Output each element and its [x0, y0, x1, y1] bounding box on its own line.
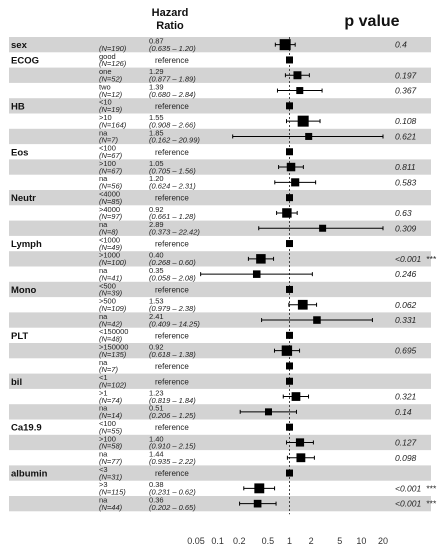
level-label: good [99, 51, 116, 61]
level-label: >150000 [99, 342, 129, 352]
hr-marker [319, 225, 326, 232]
row-band [9, 37, 431, 52]
hr-marker [282, 345, 292, 355]
n-label: (N=12) [99, 89, 123, 99]
ci-text: (0.231 – 0.62) [149, 487, 196, 497]
hr-header-line1: Hazard [151, 7, 189, 19]
reference-marker [286, 378, 293, 385]
reference-label: reference [155, 331, 189, 341]
variable-label: Ca19.9 [11, 422, 42, 434]
level-label: >100 [99, 158, 116, 168]
x-tick-label: 2 [308, 536, 314, 546]
ci-text: (0.635 – 1.20) [149, 43, 196, 53]
hr-header-line2: Ratio [156, 20, 184, 32]
hr-marker [265, 408, 272, 415]
x-axis-ticks [187, 536, 388, 546]
level-label: <4000 [99, 189, 121, 199]
variable-label: Eos [11, 147, 29, 159]
p-value: 0.321 [395, 391, 417, 402]
hr-marker [313, 316, 321, 324]
variable-label: albumin [11, 468, 48, 480]
n-label: (N=74) [99, 395, 123, 405]
ci-text: (0.819 – 1.84) [149, 395, 196, 405]
row-band [9, 98, 431, 113]
ci-text: (0.680 – 2.84) [149, 89, 196, 99]
variable-label: HB [11, 101, 25, 113]
hr-value: 1.29 [149, 67, 164, 77]
variable-label: Neutr [11, 193, 36, 205]
p-value: 0.4 [395, 39, 407, 50]
hr-value: 1.85 [149, 128, 164, 138]
n-label: (N=67) [99, 166, 123, 176]
hr-marker [253, 270, 261, 278]
reference-marker [286, 470, 293, 477]
n-label: (N=135) [99, 349, 127, 359]
n-label: (N=14) [99, 411, 123, 421]
n-label: (N=58) [99, 441, 123, 451]
ci-text: (0.908 – 2.66) [149, 120, 196, 130]
level-label: <500 [99, 281, 116, 291]
variable-label: sex [11, 40, 27, 52]
reference-label: reference [155, 423, 189, 433]
p-value: 0.098 [395, 452, 417, 463]
reference-marker [286, 240, 293, 247]
level-label: <1000 [99, 235, 121, 245]
variable-label: ECOG [11, 55, 39, 67]
row-band [9, 190, 431, 205]
variable-label: bil [11, 376, 23, 388]
n-label: (N=19) [99, 105, 123, 115]
hr-marker [254, 483, 264, 493]
n-label: (N=109) [99, 303, 127, 313]
n-label: (N=48) [99, 334, 123, 344]
reference-label: reference [155, 147, 189, 157]
reference-marker [286, 332, 293, 339]
hr-value: 1.20 [149, 174, 164, 184]
reference-marker [286, 424, 293, 431]
level-label: one [99, 67, 112, 77]
p-value: <0.001 [395, 483, 422, 494]
hr-value: 0.51 [149, 403, 164, 413]
level-label: >10 [99, 112, 112, 122]
level-label: na [99, 449, 108, 459]
n-label: (N=39) [99, 288, 123, 298]
level-label: <150000 [99, 327, 129, 337]
significance-stars: *** [426, 498, 436, 509]
hr-value: 1.53 [149, 296, 164, 306]
level-label: na [99, 265, 108, 275]
hr-value: 1.44 [149, 449, 164, 459]
x-tick-label: 1 [286, 536, 293, 546]
row-band [9, 404, 431, 419]
n-label: (N=190) [99, 43, 127, 53]
hr-value: 0.87 [149, 36, 164, 46]
hr-marker [296, 438, 304, 446]
hr-value: 0.38 [149, 480, 164, 490]
p-value: 0.331 [395, 315, 417, 326]
ci-text: (0.268 – 0.60) [149, 258, 196, 268]
level-label: <3 [99, 464, 108, 474]
x-tick-label: 0.2 [233, 536, 246, 546]
n-label: (N=41) [99, 273, 123, 283]
reference-label: reference [155, 377, 189, 387]
ci-text: (0.979 – 2.38) [149, 303, 196, 313]
n-label: (N=115) [99, 487, 126, 497]
variable-label: Mono [11, 284, 37, 296]
hr-value: 2.89 [149, 220, 164, 230]
reference-label: reference [155, 239, 189, 249]
reference-label: reference [155, 285, 189, 295]
level-label: na [99, 220, 108, 230]
p-value: 0.811 [395, 162, 416, 173]
ci-text: (0.373 – 22.42) [149, 227, 200, 237]
p-value: <0.001 [395, 498, 422, 509]
hr-marker [296, 453, 305, 462]
hr-marker [282, 208, 291, 217]
level-label: na [99, 128, 108, 138]
significance-stars: *** [426, 483, 436, 494]
ci-text: (0.877 – 1.89) [149, 74, 196, 84]
n-label: (N=8) [99, 227, 118, 237]
level-label: >1 [99, 388, 108, 398]
row-band [9, 435, 431, 450]
ci-text: (0.661 – 1.28) [149, 212, 196, 222]
ci-text: (0.910 – 2.15) [149, 441, 196, 451]
significance-stars: *** [426, 253, 436, 264]
ci-text: (0.202 – 0.65) [149, 502, 196, 512]
hr-marker [256, 254, 266, 264]
n-label: (N=55) [99, 426, 123, 436]
ci-text: (0.409 – 14.25) [149, 319, 200, 329]
ci-text: (0.624 – 2.31) [149, 181, 196, 191]
p-value: 0.197 [395, 70, 417, 81]
row-band [9, 68, 431, 83]
n-label: (N=52) [99, 74, 123, 84]
p-value: 0.309 [395, 223, 417, 234]
hr-value: 1.23 [149, 388, 164, 398]
n-label: (N=85) [99, 196, 123, 206]
hr-marker [298, 300, 308, 310]
ci-text: (0.058 – 2.08) [149, 273, 196, 283]
hr-value: 1.39 [149, 82, 164, 92]
x-tick-label: 10 [356, 536, 367, 546]
p-value: 0.062 [395, 299, 417, 310]
ci-text: (0.162 – 20.99) [149, 135, 200, 145]
ci-text: (0.935 – 2.22) [149, 456, 196, 466]
ci-text: (0.705 – 1.56) [149, 166, 196, 176]
row-band [9, 343, 431, 358]
n-label: (N=102) [99, 380, 127, 390]
hr-marker [293, 71, 301, 79]
n-label: (N=56) [99, 181, 123, 191]
hr-value: 0.36 [149, 495, 164, 505]
n-label: (N=126) [99, 59, 127, 69]
n-label: (N=100) [99, 258, 127, 268]
hr-value: 1.40 [149, 434, 164, 444]
n-label: (N=7) [99, 135, 118, 145]
n-label: (N=97) [99, 212, 123, 222]
p-value: 0.246 [395, 269, 417, 280]
level-label: >1000 [99, 250, 121, 260]
level-label: na [99, 357, 108, 367]
p-value: 0.367 [395, 85, 417, 96]
hr-marker [292, 392, 301, 401]
n-label: (N=164) [99, 120, 127, 130]
x-tick-label: 5 [337, 536, 343, 546]
x-tick-label: 0.1 [211, 536, 224, 546]
n-label: (N=42) [99, 319, 123, 329]
hr-value: 0.35 [149, 265, 164, 275]
hr-marker [296, 87, 303, 94]
row-band [9, 496, 431, 511]
reference-marker [286, 194, 293, 201]
reference-marker [286, 286, 293, 293]
p-value: 0.14 [395, 406, 412, 417]
level-label: <100 [99, 143, 116, 153]
level-label: >500 [99, 296, 116, 306]
hr-value: 0.92 [149, 204, 164, 214]
variable-label: PLT [11, 330, 29, 342]
p-value: 0.63 [395, 207, 412, 218]
hr-value: 1.05 [149, 158, 164, 168]
hr-value: 0.92 [149, 342, 164, 352]
hr-value: 2.41 [149, 311, 164, 321]
p-value: 0.695 [395, 345, 417, 356]
reference-marker [286, 56, 293, 63]
p-value: <0.001 [395, 253, 422, 264]
level-label: <100 [99, 418, 116, 428]
hr-value: 0.40 [149, 250, 164, 260]
ci-text: (0.206 – 1.25) [149, 411, 196, 421]
row-band [9, 159, 431, 174]
reference-label: reference [155, 361, 189, 371]
hr-value: 1.55 [149, 112, 164, 122]
row-band [9, 465, 431, 480]
row-band [9, 282, 431, 297]
x-tick-label: 0.05 [187, 536, 205, 546]
reference-marker [286, 362, 293, 369]
hr-marker [298, 116, 309, 127]
hr-marker [305, 133, 312, 140]
level-label: na [99, 311, 108, 321]
variable-label: Lymph [11, 239, 42, 251]
level-label: <1 [99, 373, 108, 383]
n-label: (N=44) [99, 502, 123, 512]
reference-label: reference [155, 469, 189, 479]
hr-marker [287, 163, 296, 172]
level-label: na [99, 174, 108, 184]
p-value: 0.108 [395, 116, 417, 127]
p-value: 0.583 [395, 177, 417, 188]
hr-marker [280, 39, 291, 50]
n-label: (N=7) [99, 365, 118, 375]
reference-label: reference [155, 101, 189, 111]
n-label: (N=67) [99, 150, 123, 160]
n-label: (N=49) [99, 242, 123, 252]
reference-marker [286, 148, 293, 155]
level-label: <10 [99, 97, 112, 107]
x-tick-label: 0.5 [261, 536, 275, 546]
p-value: 0.621 [395, 131, 417, 142]
ci-text: (0.618 – 1.38) [149, 349, 196, 359]
level-label: two [99, 82, 111, 92]
level-label: >3 [99, 480, 108, 490]
row-band [9, 374, 431, 389]
level-label: na [99, 495, 108, 505]
reference-label: reference [155, 193, 189, 203]
level-label: na [99, 403, 108, 413]
p-value-header: p value [344, 13, 400, 30]
x-tick-label: 20 [377, 536, 389, 546]
n-label: (N=31) [99, 472, 123, 482]
n-label: (N=77) [99, 456, 123, 466]
level-label: >4000 [99, 204, 121, 214]
reference-marker [286, 102, 293, 109]
level-label: >100 [99, 434, 116, 444]
hr-marker [254, 500, 262, 508]
p-value: 0.127 [395, 437, 417, 448]
hr-marker [291, 178, 299, 186]
row-band [9, 251, 431, 266]
reference-label: reference [155, 55, 189, 65]
